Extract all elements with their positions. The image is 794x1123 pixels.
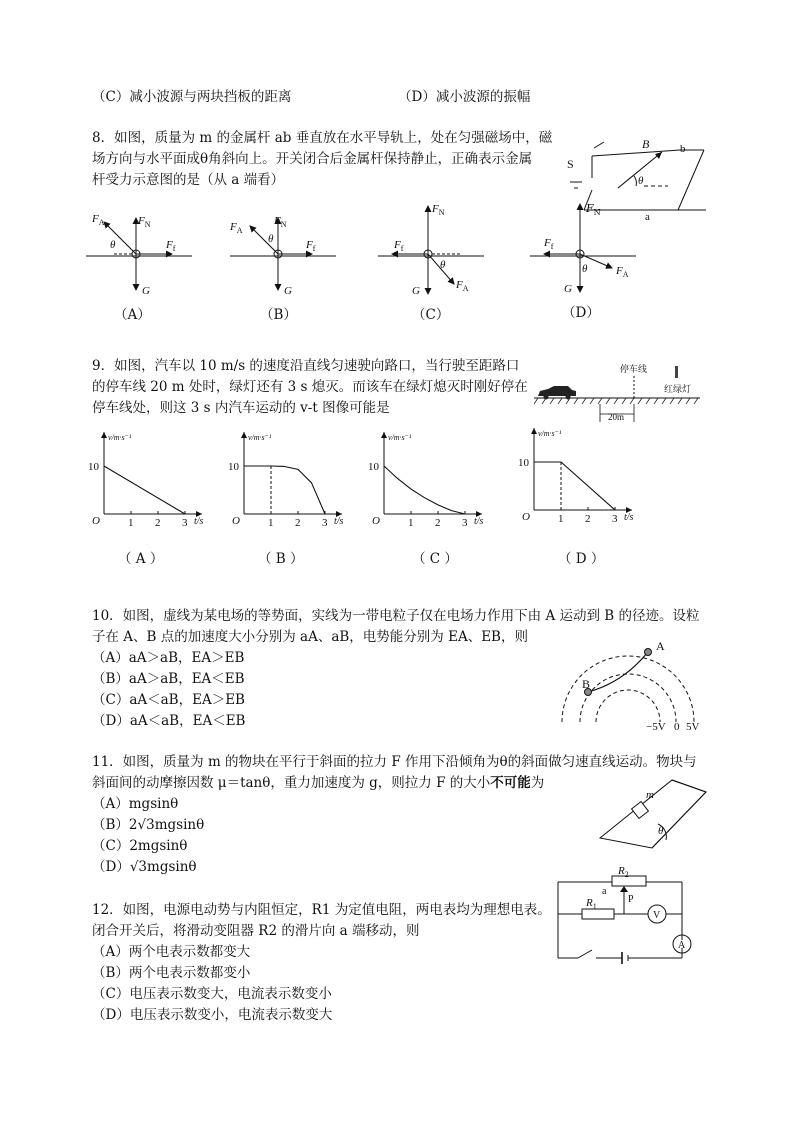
q11-option-d: （D）√3mgsinθ bbox=[92, 859, 197, 875]
voltmeter-label: V bbox=[653, 910, 661, 921]
x-tick-label: 1 bbox=[128, 517, 134, 529]
x-axis-label: t/s bbox=[194, 516, 204, 527]
y-axis-label: v/m·s⁻¹ bbox=[388, 433, 412, 442]
svg-text:FN: $F_N$ bbox=[138, 215, 151, 229]
point-b-label: B bbox=[582, 677, 591, 691]
q9-stem-line3: 停车线处，则这 3 s 内汽车运动的 v-t 图像可能是 bbox=[92, 400, 390, 416]
y-tick-label: 10 bbox=[228, 461, 239, 473]
q9-label-b: （ B ） bbox=[258, 551, 304, 567]
vt-graph-c bbox=[366, 426, 488, 530]
ammeter-label: A bbox=[678, 940, 686, 951]
vt-graph-a bbox=[86, 426, 208, 530]
svg-text:θ: θ bbox=[110, 239, 116, 251]
q11-option-c: （C）2mgsinθ bbox=[92, 838, 188, 854]
vt-series-line bbox=[384, 466, 465, 514]
x-axis-label: t/s bbox=[624, 512, 634, 523]
x-tick-label: 2 bbox=[155, 517, 161, 529]
r2-resistor bbox=[612, 876, 646, 886]
q11-incline-figure bbox=[594, 770, 710, 850]
rod-end-b-label: b bbox=[680, 143, 686, 155]
x-tick-label: 1 bbox=[558, 513, 564, 525]
q12-option-c: （C）电压表示数变大，电流表示数变小 bbox=[92, 986, 332, 1002]
rail-theta-label: θ bbox=[638, 175, 644, 187]
svg-text:G: G bbox=[284, 285, 292, 297]
origin-label: O bbox=[92, 515, 100, 527]
q12-option-a: （A）两个电表示数都变大 bbox=[92, 944, 251, 960]
svg-text:G: G bbox=[412, 285, 420, 297]
svg-text:G: G bbox=[564, 283, 572, 295]
q11-option-a: （A）mgsinθ bbox=[92, 796, 179, 812]
potential-neg5-label: −5V bbox=[646, 721, 666, 733]
vt-graph-b bbox=[226, 426, 348, 530]
y-tick-label: 10 bbox=[368, 461, 379, 473]
svg-text:Ff: $F_f$ bbox=[544, 237, 554, 251]
origin-label: O bbox=[372, 515, 380, 527]
svg-text:FA: $F_A$ bbox=[92, 213, 105, 227]
svg-text:Ff: $F_f$ bbox=[394, 239, 404, 253]
q8-force-diagrams bbox=[80, 200, 710, 300]
svg-text:θ: θ bbox=[440, 259, 446, 271]
particle-trajectory bbox=[588, 652, 648, 692]
q11-stem-line2: 斜面间的动摩擦因数 μ＝tanθ，重力加速度为 g，则拉力 F 的大小不可能为 bbox=[92, 775, 545, 791]
q10-stem-line1: 10．如图，虚线为某电场的等势面，实线为一带电粒子仅在电场力作用下由 A 运动到 B 的径迹。设粒 bbox=[92, 608, 700, 624]
q12-stem-line2: 闭合开关后，将滑动变阻器 R2 的滑片向 a 端移动，则 bbox=[92, 923, 420, 939]
q9-label-a: （ A ） bbox=[118, 551, 164, 567]
q8-label-b: （B） bbox=[260, 307, 297, 323]
potential-0-label: 0 bbox=[674, 721, 680, 733]
q9-label-d: （ D ） bbox=[558, 551, 605, 567]
q11-stem-line1: 11．如图，质量为 m 的物块在平行于斜面的拉力 F 作用下沿倾角为θ的斜面做匀速直线运动。物块与 bbox=[92, 754, 697, 770]
distance-label: 20m bbox=[608, 412, 625, 422]
svg-text:G: G bbox=[142, 285, 150, 297]
r1-resistor bbox=[582, 909, 614, 919]
x-axis-label: t/s bbox=[334, 516, 344, 527]
x-tick-label: 3 bbox=[612, 513, 618, 525]
mass-label: m bbox=[646, 789, 654, 801]
y-axis-arrow bbox=[381, 432, 387, 438]
q8-stem-line2: 场方向与水平面成θ角斜向上。开关闭合后金属杆保持静止，正确表示金属 bbox=[92, 151, 533, 167]
end-a-label: a bbox=[602, 886, 607, 897]
svg-text:FA: $F_A$ bbox=[616, 265, 629, 279]
y-axis-label: v/m·s⁻¹ bbox=[248, 433, 272, 442]
vt-series-line bbox=[244, 466, 325, 514]
vt-graph-d bbox=[516, 422, 646, 526]
slider-p-label: P bbox=[628, 894, 634, 905]
x-tick-label: 2 bbox=[585, 513, 591, 525]
q12-option-d: （D）电压表示数变小，电流表示数变大 bbox=[92, 1007, 333, 1023]
q8-rail-fn-label: $F_N$ bbox=[586, 202, 601, 218]
q7-option-d: （D）减小波源的振幅 bbox=[398, 89, 531, 105]
q10-option-a: （A）aA＞aB，EA＞EB bbox=[92, 650, 245, 666]
x-tick-label: 2 bbox=[295, 517, 301, 529]
r2-label: $R_2$ bbox=[618, 865, 629, 879]
q11-emphasis: 不可能 bbox=[490, 775, 531, 791]
q10-option-c: （C）aA＜aB，EA＞EB bbox=[92, 692, 245, 708]
origin-label: O bbox=[232, 515, 240, 527]
q8-stem-line3: 杆受力示意图的是（从 a 端看） bbox=[92, 172, 285, 188]
point-a-label: A bbox=[656, 639, 665, 653]
svg-text:FN: $F_N$ bbox=[432, 203, 445, 217]
q10-stem-line2: 子在 A、B 点的加速度大小分别为 aA、aB，电势能分别为 EA、EB，则 bbox=[92, 629, 528, 645]
q8-label-c: （C） bbox=[412, 307, 450, 323]
rod-end-a-label: a bbox=[645, 211, 650, 223]
q9-stem-line2: 的停车线 20 m 处时，绿灯还有 3 s 熄灭。而该车在绿灯熄灭时刚好停在 bbox=[92, 379, 528, 395]
y-tick-label: 10 bbox=[88, 461, 99, 473]
vt-series-line bbox=[534, 462, 615, 510]
q8-label-d: （D） bbox=[562, 305, 600, 321]
svg-text:θ: θ bbox=[582, 263, 588, 275]
y-axis-arrow bbox=[241, 432, 247, 438]
q10-equipotential-figure bbox=[550, 630, 710, 734]
y-tick-label: 10 bbox=[518, 457, 529, 469]
q7-option-c: （C）减小波源与两块挡板的距离 bbox=[92, 89, 292, 105]
incline-theta-label: θ bbox=[658, 825, 664, 837]
force-diagram-a bbox=[86, 218, 192, 290]
q9-road-scene bbox=[534, 360, 704, 428]
q12-circuit-figure bbox=[552, 864, 702, 968]
switch-label: S bbox=[567, 157, 574, 171]
q12-option-b: （B）两个电表示数都变小 bbox=[92, 965, 251, 981]
q12-stem-line1: 12．如图，电源电动势与内阻恒定，R1 为定值电阻，两电表均为理想电表。 bbox=[92, 902, 551, 918]
x-tick-label: 3 bbox=[182, 517, 188, 529]
x-tick-label: 1 bbox=[268, 517, 274, 529]
q10-option-d: （D）aA＜aB，EA＜EB bbox=[92, 713, 246, 729]
svg-text:Ff: $F_f$ bbox=[166, 239, 176, 253]
q9-stem-line1: 9．如图，汽车以 10 m/s 的速度沿直线匀速驶向路口，当行驶至距路口 bbox=[92, 358, 520, 374]
stopline-label: 停车线 bbox=[620, 364, 648, 374]
q10-option-b: （B）aA＞aB，EA＜EB bbox=[92, 671, 245, 687]
origin-label: O bbox=[522, 511, 530, 523]
y-axis-label: v/m·s⁻¹ bbox=[538, 429, 562, 438]
x-tick-label: 3 bbox=[462, 517, 468, 529]
q8-label-a: （A） bbox=[114, 307, 151, 323]
r1-label: $R_1$ bbox=[586, 897, 597, 911]
x-tick-label: 3 bbox=[322, 517, 328, 529]
svg-text:FA: $F_A$ bbox=[456, 279, 469, 293]
q8-stem-line1: 8．如图，质量为 m 的金属杆 ab 垂直放在水平导轨上，处在匀强磁场中，磁 bbox=[92, 130, 553, 146]
q11-option-b: （B）2√3mgsinθ bbox=[92, 817, 205, 833]
y-axis-arrow bbox=[101, 432, 107, 438]
x-axis-label: t/s bbox=[474, 516, 484, 527]
y-axis-arrow bbox=[531, 428, 537, 434]
svg-text:FA: $F_A$ bbox=[230, 221, 243, 235]
y-axis-label: v/m·s⁻¹ bbox=[108, 433, 132, 442]
car-icon bbox=[538, 386, 576, 400]
traffic-light-icon bbox=[675, 366, 678, 378]
vt-series-line bbox=[104, 466, 185, 514]
block bbox=[632, 802, 649, 819]
q9-label-c: （ C ） bbox=[412, 551, 458, 567]
field-b-label: B bbox=[642, 137, 650, 151]
svg-text:Ff: $F_f$ bbox=[306, 239, 316, 253]
x-tick-label: 1 bbox=[408, 517, 414, 529]
potential-5-label: 5V bbox=[686, 721, 700, 733]
traffic-light-label: 红绿灯 bbox=[664, 384, 692, 394]
x-tick-label: 2 bbox=[435, 517, 441, 529]
svg-text:FN: $F_N$ bbox=[274, 215, 287, 229]
svg-text:θ: θ bbox=[268, 233, 274, 245]
